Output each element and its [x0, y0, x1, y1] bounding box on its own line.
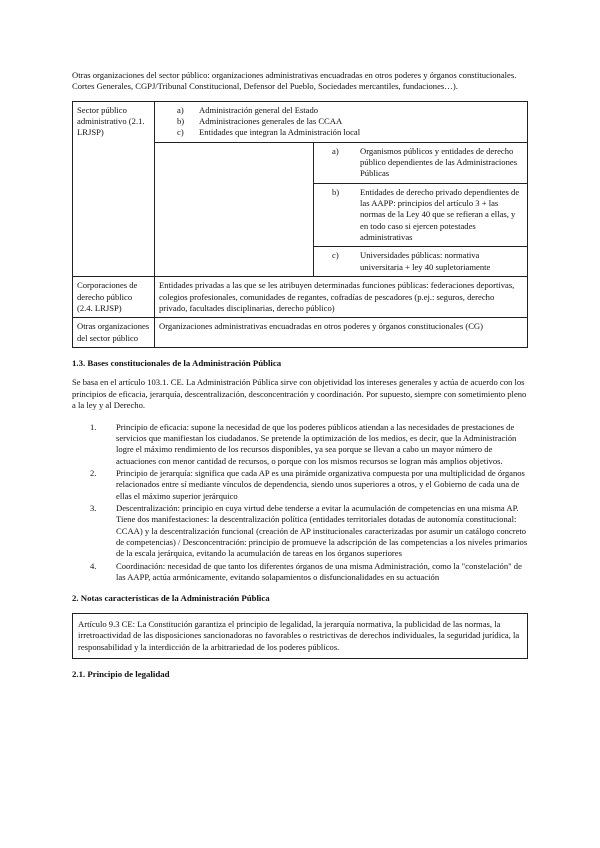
sub-item: a) Organismos públicos y entidades de derecho público dependientes de las Administraciones Públicas	[314, 142, 528, 183]
principles-list	[72, 422, 528, 584]
section-lead: Se basa en el artículo 103.1. CE. La Administración Pública sirve con objetividad los intereses generales y actúa de acuerdo con los principios de eficacia, jerarquía, descentralización, desconcentración y coordinación. Por supuesto, siempre con sometimiento pleno a la ley y al Derecho.	[72, 377, 527, 411]
document-page	[72, 70, 528, 689]
article-box: Artículo 9.3 CE: La Constitución garantiza el principio de legalidad, la jerarquía normativa, la publicidad de las normas, la irretroactividad de las disposiciones sancionadoras no favorables o restrictivas de derechos individuales, la seguridad jurídica, la responsabilidad y la interdicción de la arbitrariedad de los poderes públicos.	[72, 613, 528, 659]
sub-item: b) Entidades de derecho privado dependientes de las AAPP: principios del artículo 3 + las normas de la Ley 40 que se refieran a ellas, y en todo caso si ejercen potestades administrativas	[314, 183, 528, 247]
row-label: Otras organizaciones del sector público	[73, 318, 155, 348]
list-item: c) Entidades que integran la Administración local	[177, 127, 361, 138]
intro-paragraph: Otras organizaciones del sector público: organizaciones administrativas encuadradas en otros poderes y órganos constitucionales. Cortes Generales, CGPJ/Tribunal Constitucional, Defensor del Pueblo, Sociedades mercantiles, fundaciones…).	[72, 70, 517, 92]
table-row	[73, 101, 528, 276]
table-row	[73, 277, 528, 318]
institutional-cell	[155, 142, 314, 276]
institutional-subtable	[155, 142, 527, 276]
section-heading: 1.3. Bases constitucionales de la Administración Pública	[72, 357, 282, 368]
list-item: 4. Coordinación: necesidad de que tanto los diferentes órganos de una misma Administración, como la "constelación" de las AAPP, actúa armónicamente, evitando solapamientos o disfuncionalidades en su actuación	[90, 560, 522, 582]
organization-table	[72, 101, 528, 348]
list-item: a) Administración general del Estado	[177, 104, 319, 115]
list-item: 3. Descentralización: principio en cuya virtud debe tenderse a evitar la acumulación de competencias en una misma AP. Tiene dos manifestaciones: la descentralización política (entidades territoriales dotadas de autonomía constitucional: CCAA) y la descentralización funcional (creación de AP institucionales caracterizadas por asumir un catálogo concreto de competencias) / Desconcentración: principio de promueve la adscripción de las competencias a los niveles primarios de la escala jerárquica, evitando la acumulación de tareas en los órganos superiores	[90, 502, 528, 559]
admin-list	[155, 102, 527, 142]
section-heading: 2.1. Principio de legalidad	[72, 668, 170, 679]
row-label: Corporaciones de derecho público (2.4. LRJSP)	[73, 277, 155, 318]
list-item: 2. Principio de jerarquía: significa que cada AP es una pirámide organizativa compuesta por una multiplicidad de órganos relacionados entre sí mediante vínculos de dependencia, siendo unos superiores a otros, y el Gobierno de cada una de ellas el máximo superior jerárquico	[90, 467, 525, 501]
list-item: 1. Principio de eficacia: supone la necesidad de que los poderes públicos atiendan a las necesidades de prestaciones de servicios que manifiestan los ciudadanos. Se pretende la optimización de los medios, es decir, que la Administración logre el máximo rendimiento de los recursos disponibles, ya sea porque se llevan a cabo un mayor número de actuaciones con menor cantidad de recursos, o porque con los mismos recursos se logran más amplios objetivos.	[90, 421, 517, 466]
table-row	[73, 318, 528, 348]
section-heading: 2. Notas características de la Administración Pública	[72, 593, 270, 604]
list-item: b) Administraciones generales de las CCAA	[177, 116, 343, 127]
row-label: Sector público administrativo (2.1. LRJSP)	[73, 101, 155, 276]
row-content: Organizaciones administrativas encuadradas en otros poderes y órganos constitucionales (CG)	[155, 318, 528, 348]
sub-item: c) Universidades públicas: normativa universitaria + ley 40 supletoriamente	[314, 247, 528, 276]
row-content: Entidades privadas a las que se les atribuyen determinadas funciones públicas: federaciones deportivas, colegios profesionales, comunidades de regantes, cofradías de pescadores (p.ej.: seguros, derecho privado, facultades disciplinarias, derecho público)	[155, 277, 528, 318]
